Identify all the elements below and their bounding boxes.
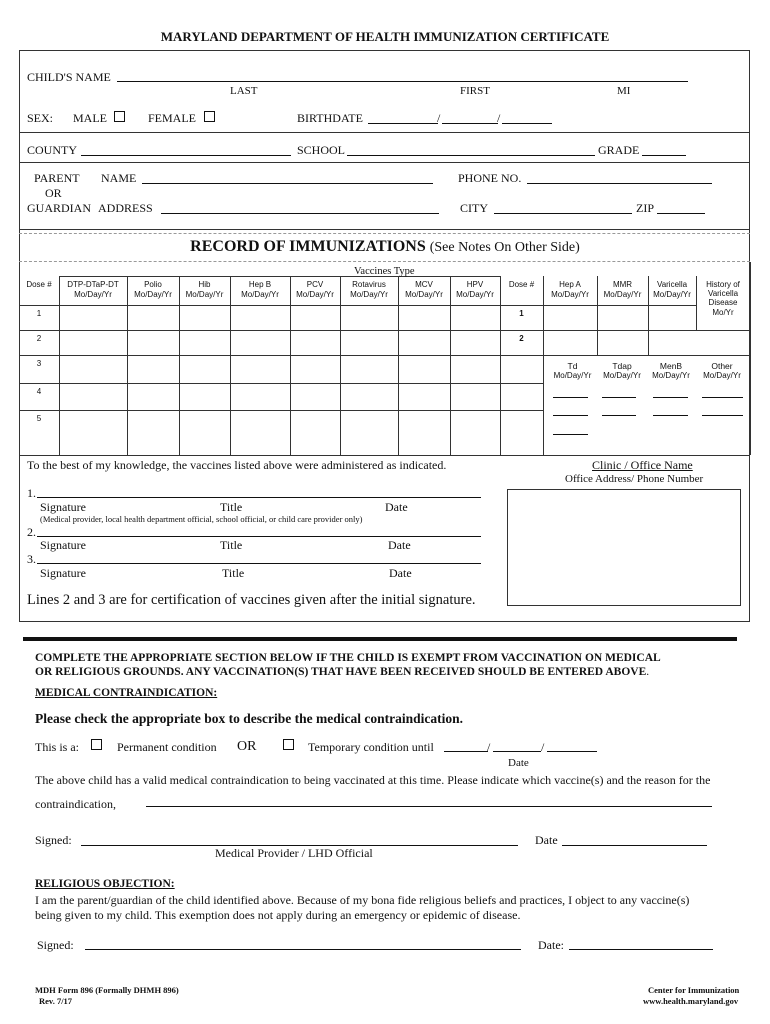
valid-contraindication-text: The above child has a valid medical contraindication to being vaccinated at this time. Please indicate which vaccine(s) and the reason for the <box>35 773 711 787</box>
contraindication-field[interactable] <box>146 806 712 807</box>
section-separator <box>23 637 737 641</box>
birth-month-field[interactable] <box>368 123 438 124</box>
vaccine-date-cell[interactable] <box>128 331 178 354</box>
title-label-3: Title <box>222 566 245 580</box>
vaccine-date-cell[interactable] <box>451 411 499 454</box>
extra-column-name: Tdap <box>612 361 632 371</box>
form-revision: Rev. 7/17 <box>39 996 73 1006</box>
clinic-stamp-box[interactable] <box>507 489 741 606</box>
sex-label: SEX: <box>27 111 54 125</box>
extra-column-sub: Mo/Day/Yr <box>553 371 592 380</box>
address-field[interactable] <box>161 213 439 214</box>
vaccine-date-cell[interactable] <box>60 356 126 382</box>
medical-date-field[interactable] <box>562 845 707 846</box>
vaccine-date-cell[interactable] <box>598 306 647 329</box>
temporary-checkbox[interactable] <box>283 739 294 750</box>
male-label: MALE <box>73 111 107 125</box>
column-header-name: MMR <box>612 280 633 289</box>
form-number: MDH Form 896 (Formally DHMH 896) <box>35 985 179 995</box>
birthdate-slash-2: / <box>497 111 501 125</box>
date-label-3: Date <box>389 566 412 580</box>
divider <box>19 162 750 163</box>
extra-vaccine-date-line[interactable] <box>602 415 636 416</box>
vaccine-date-cell[interactable] <box>180 306 229 329</box>
vaccine-date-cell[interactable] <box>60 331 126 354</box>
certification-statement: To the best of my knowledge, the vaccines listed above were administered as indicated. <box>27 458 447 472</box>
date-label-2: Date <box>388 538 411 552</box>
vaccine-date-cell[interactable] <box>128 306 178 329</box>
column-header-sub: Mo/Day/Yr <box>456 290 494 299</box>
extra-column-name: MenB <box>659 361 683 371</box>
extra-column-sub: Mo/Day/Yr <box>703 371 741 380</box>
clinic-name-label: Clinic / Office Name <box>592 458 693 472</box>
temp-date-slash-1: / <box>487 740 491 754</box>
vaccine-date-cell[interactable] <box>598 331 647 354</box>
permanent-checkbox[interactable] <box>91 739 102 750</box>
vaccine-date-cell[interactable] <box>128 356 178 382</box>
column-header-name: MCV <box>415 280 433 289</box>
county-label: COUNTY <box>27 143 77 157</box>
address-label: ADDRESS <box>98 201 153 215</box>
column-header-name: PCV <box>306 280 324 289</box>
birthdate-slash-1: / <box>437 111 441 125</box>
grid-line <box>19 455 750 456</box>
vaccine-date-cell[interactable] <box>399 331 449 354</box>
vaccine-date-cell[interactable] <box>180 331 229 354</box>
dose-number-right: 2 <box>519 334 524 343</box>
column-header-sub: Mo/Yr <box>712 308 734 317</box>
vaccine-date-cell[interactable] <box>231 331 289 354</box>
vaccine-date-cell[interactable] <box>649 306 695 329</box>
birth-year-field[interactable] <box>502 123 552 124</box>
extra-vaccine-date-line[interactable] <box>702 397 743 398</box>
column-header-name: Dose # <box>26 280 52 289</box>
temporary-label: Temporary condition until <box>308 740 434 754</box>
column-header-name: Hib <box>198 280 211 289</box>
vaccine-date-cell[interactable] <box>544 331 596 354</box>
column-header-sub: Mo/Day/Yr <box>296 290 334 299</box>
religious-signature-field[interactable] <box>85 949 521 950</box>
medical-date-label: Date <box>535 833 558 847</box>
vaccine-date-cell[interactable] <box>60 306 126 329</box>
dose-number: 5 <box>36 414 42 423</box>
exemption-intro-2-text: OR RELIGIOUS GROUNDS. ANY VACCINATION(S) THAT HAVE BEEN RECEIVED SHOULD BE ENTERED ABOVE <box>35 666 647 678</box>
extra-vaccine-date-line[interactable] <box>553 397 588 398</box>
vaccine-date-cell[interactable] <box>341 384 397 409</box>
county-field[interactable] <box>81 155 291 156</box>
parent-label: PARENT <box>34 171 80 185</box>
signature-line-1[interactable] <box>37 497 481 498</box>
column-header-sub: Mo/Day/Yr <box>134 290 172 299</box>
dashed-divider <box>19 261 750 262</box>
religious-text-2: being given to my child. This exemption does not apply during an emergency or epidemic of disease. <box>35 908 521 922</box>
grade-label: GRADE <box>598 143 640 157</box>
temp-date-label: Date <box>508 757 529 769</box>
vaccine-date-cell[interactable] <box>451 384 499 409</box>
column-header-sub: Mo/Day/Yr <box>653 290 691 299</box>
exemption-intro-2 <box>35 666 649 678</box>
phone-label: PHONE NO. <box>458 171 522 185</box>
vaccine-date-cell[interactable] <box>399 356 449 382</box>
vaccine-date-cell[interactable] <box>231 356 289 382</box>
vaccine-date-cell[interactable] <box>231 306 289 329</box>
vaccine-date-cell[interactable] <box>341 331 397 354</box>
signature-label-1: Signature <box>40 500 86 514</box>
permanent-label: Permanent condition <box>117 740 217 754</box>
divider <box>19 132 750 133</box>
record-heading-note: (See Notes On Other Side) <box>429 240 580 255</box>
vaccine-date-cell[interactable] <box>341 306 397 329</box>
vaccine-date-cell[interactable] <box>180 411 229 454</box>
clinic-address-label: Office Address/ Phone Number <box>565 473 704 485</box>
temp-month-field[interactable] <box>444 751 488 752</box>
column-header-name: Rotavirus <box>352 280 386 289</box>
birth-day-field[interactable] <box>442 123 498 124</box>
column-header-sub: Mo/Day/Yr <box>74 290 112 299</box>
vaccine-date-cell[interactable] <box>341 411 397 454</box>
zip-label: ZIP <box>636 201 654 215</box>
vaccine-date-cell[interactable] <box>128 411 178 454</box>
vaccine-date-cell[interactable] <box>291 411 339 454</box>
vaccine-date-cell[interactable] <box>291 356 339 382</box>
lines-note: Lines 2 and 3 are for certification of vaccines given after the initial signature. <box>27 592 476 608</box>
check-prompt: Please check the appropriate box to describe the medical contraindication. <box>35 711 463 726</box>
city-label: CITY <box>460 201 488 215</box>
vaccine-date-cell[interactable] <box>231 411 289 454</box>
dose-number: 2 <box>36 334 42 343</box>
city-field[interactable] <box>494 213 632 214</box>
extra-vaccine-date-line[interactable] <box>602 397 636 398</box>
female-label: FEMALE <box>148 111 196 125</box>
vaccine-date-cell[interactable] <box>291 331 339 354</box>
guardian-name-label: NAME <box>101 171 137 185</box>
vaccine-date-cell[interactable] <box>544 306 596 329</box>
provider-note: (Medical provider, local health department official, school official, or child care provider only) <box>40 514 363 524</box>
column-header-sub: Mo/Day/Yr <box>603 290 642 299</box>
extra-vaccine-date-line[interactable] <box>702 415 743 416</box>
vaccine-date-cell[interactable] <box>399 411 449 454</box>
or-separator: OR <box>237 739 257 754</box>
column-header-sub: Mo/Day/Yr <box>551 290 589 299</box>
dashed-divider <box>19 233 750 234</box>
vaccine-date-cell[interactable] <box>231 384 289 409</box>
dose-number: 1 <box>36 309 42 318</box>
vaccine-date-cell[interactable] <box>399 306 449 329</box>
guardian-label: GUARDIAN <box>27 201 91 215</box>
extra-vaccine-date-line[interactable] <box>653 415 688 416</box>
vaccine-date-cell[interactable] <box>291 306 339 329</box>
dose-number: 4 <box>36 387 42 396</box>
vaccine-date-cell[interactable] <box>451 331 499 354</box>
vaccine-date-cell[interactable] <box>180 356 229 382</box>
column-header-name: Varicella <box>656 280 688 289</box>
grid-line <box>59 276 500 277</box>
child-name-label: CHILD'S NAME <box>27 70 111 84</box>
column-header-name: Polio <box>144 280 162 289</box>
divider <box>19 229 750 230</box>
extra-column-sub: Mo/Day/Yr <box>603 371 641 380</box>
temp-day-field[interactable] <box>493 751 541 752</box>
extra-column-name: Td <box>567 361 578 371</box>
religious-signed-label: Signed: <box>37 938 74 952</box>
signature-line-2[interactable] <box>37 536 481 537</box>
extra-column-sub: Mo/Day/Yr <box>652 371 690 380</box>
line-3-number: 3. <box>27 552 36 566</box>
grid-line <box>543 355 544 455</box>
title-label-2: Title <box>220 538 243 552</box>
religious-date-label: Date: <box>538 938 564 952</box>
last-label: LAST <box>230 85 258 97</box>
phone-field[interactable] <box>527 183 712 184</box>
grid-line <box>500 276 501 455</box>
footer-center: Center for Immunization <box>648 985 740 995</box>
vaccines-type-label: Vaccines Type <box>354 266 415 277</box>
line-1-number: 1. <box>27 486 36 500</box>
form-title: MARYLAND DEPARTMENT OF HEALTH IMMUNIZATION CERTIFICATE <box>160 29 610 44</box>
footer-website: www.health.maryland.gov <box>643 996 739 1006</box>
vaccine-date-cell[interactable] <box>451 306 499 329</box>
column-header-name: HPV <box>466 280 484 289</box>
column-header-name: Hep B <box>248 280 272 289</box>
column-header-name: Dose # <box>508 280 535 289</box>
exemption-intro-2-period: . <box>646 666 650 678</box>
vaccine-date-cell[interactable] <box>60 411 126 454</box>
title-label-1: Title <box>220 500 243 514</box>
dose-number-right: 1 <box>519 309 524 318</box>
column-header-name: Hep A <box>559 280 581 289</box>
vaccine-date-cell[interactable] <box>291 384 339 409</box>
birthdate-label: BIRTHDATE <box>297 111 363 125</box>
zip-field[interactable] <box>657 213 705 214</box>
vaccine-date-cell[interactable] <box>60 384 126 409</box>
this-is-label: This is a: <box>35 740 79 754</box>
temp-date-slash-2: / <box>541 740 545 754</box>
grade-field[interactable] <box>642 155 686 156</box>
extra-vaccine-date-line[interactable] <box>553 415 588 416</box>
date-label-1: Date <box>385 500 408 514</box>
child-name-field[interactable] <box>117 81 688 82</box>
vaccine-date-cell[interactable] <box>341 356 397 382</box>
record-heading <box>0 238 770 256</box>
provider-label: Medical Provider / LHD Official <box>215 846 373 860</box>
column-header-sub: Mo/Day/Yr <box>350 290 388 299</box>
signature-line-3[interactable] <box>37 563 481 564</box>
varicella-history-cell[interactable] <box>697 331 749 354</box>
column-header-name: History of Varicella Disease <box>706 280 740 307</box>
vaccine-date-cell[interactable] <box>399 384 449 409</box>
temp-year-field[interactable] <box>547 751 597 752</box>
dose-number: 3 <box>36 359 42 368</box>
vaccine-date-cell[interactable] <box>649 331 695 354</box>
grid-line <box>750 262 751 455</box>
vaccine-date-cell[interactable] <box>128 384 178 409</box>
medical-heading: MEDICAL CONTRAINDICATION: <box>35 687 218 699</box>
signature-label-3: Signature <box>40 566 86 580</box>
first-label: FIRST <box>460 85 490 97</box>
school-label: SCHOOL <box>297 143 346 157</box>
extra-column-name: Other <box>711 361 733 371</box>
school-field[interactable] <box>347 155 595 156</box>
guardian-name-field[interactable] <box>142 183 433 184</box>
contraindication-label: contraindication, <box>35 797 116 811</box>
extra-vaccine-date-line[interactable] <box>653 397 688 398</box>
column-header-sub: Mo/Day/Yr <box>185 290 224 299</box>
vaccine-date-cell[interactable] <box>180 384 229 409</box>
mi-label: MI <box>617 85 631 97</box>
religious-text-1: I am the parent/guardian of the child identified above. Because of my bona fide religious beliefs and practices, I object to any vaccine(s) <box>35 893 690 907</box>
column-header-sub: Mo/Day/Yr <box>405 290 443 299</box>
signature-label-2: Signature <box>40 538 86 552</box>
exemption-intro-1: COMPLETE THE APPROPRIATE SECTION BELOW IF THE CHILD IS EXEMPT FROM VACCINATION ON MEDICAL <box>35 652 661 664</box>
or-label: OR <box>45 186 62 200</box>
medical-signed-label: Signed: <box>35 833 72 847</box>
record-heading-title: RECORD OF IMMUNIZATIONS <box>190 238 426 255</box>
column-header-sub: Mo/Day/Yr <box>241 290 279 299</box>
column-header-name: DTP-DTaP-DT <box>67 280 119 289</box>
religious-heading: RELIGIOUS OBJECTION: <box>35 878 175 890</box>
extra-vaccine-date-line[interactable] <box>553 434 588 435</box>
female-checkbox[interactable] <box>204 111 215 122</box>
vaccine-date-cell[interactable] <box>451 356 499 382</box>
religious-date-field[interactable] <box>569 949 713 950</box>
male-checkbox[interactable] <box>114 111 125 122</box>
line-2-number: 2. <box>27 525 36 539</box>
